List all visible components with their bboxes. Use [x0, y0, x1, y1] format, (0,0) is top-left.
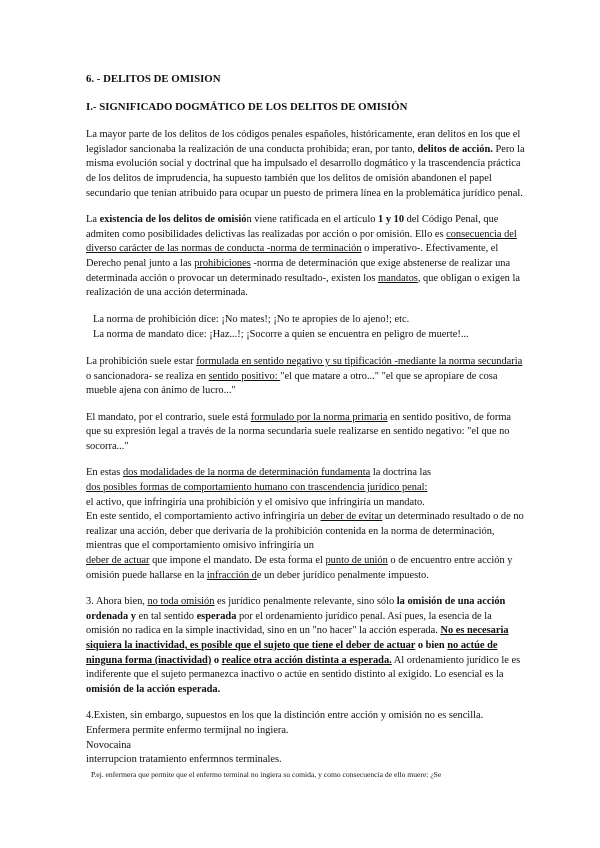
p6-bold-k: o: [211, 654, 222, 666]
p5-text-l: o de encuentro entre acción y omisión puede hallarse en la: [86, 555, 513, 581]
p6-bold-underline-j: no actúe de ninguna forma (inactividad): [86, 640, 498, 666]
p6-bold-underline-l: realice otra acción distinta a esperada.: [221, 654, 392, 666]
p7-line-2: Enfermera permite enfermo termijnal no ingiera.: [86, 724, 289, 736]
p5-text-h: un determinado resultado o de no realizar una acción, deber que derivaría de la prohibición contenida en la norma de determinación, mientras que el comportamiento omisivo infringiría un: [86, 511, 524, 552]
p2-text-g: o imperativo-. Efectivamente, el Derecho penal junto a las: [86, 243, 499, 269]
p5-underline-k: punto de unión: [325, 555, 388, 567]
p5-underline-d: dos posibles formas de comportamiento humano con trascendencia jurídico penal:: [86, 482, 428, 494]
p5-text-f: En este sentido, el comportamiento activo infringiría un: [86, 511, 321, 523]
p3-text-a: La prohibición suele estar: [86, 355, 197, 367]
p5-text-j: que impone el mandato. De esta forma el: [149, 555, 326, 567]
paragraph-2: [86, 213, 526, 301]
subsection-title: I.- SIGNIFICADO DOGMÁTICO DE LOS DELITOS DE OMISIÓN: [86, 100, 408, 113]
p5-text-c: la doctrina las: [370, 467, 432, 479]
p6-text-a: 3. Ahora bien,: [86, 596, 148, 608]
p2-text-k: , que obligan o exigen la realización de una acción determinada.: [86, 272, 520, 299]
p5-text-e: el activo, que infringiría una prohibición y el omisivo que infringiría un mandato.: [86, 496, 425, 508]
footnote: P.ej. enfermera que permite que el enfermo terminal no ingiera su comida, y como consecuencia de ello muere: ¿Se: [91, 769, 442, 779]
p5-text-a: En estas: [86, 467, 123, 479]
p4-text-c: en sentido positivo, de forma que su expresión legal a través de la norma secundaria suele realizarse en sentido negativo: "el que no socorra...": [86, 411, 512, 452]
paragraph-1: [86, 128, 526, 201]
p6-text-e: en tal sentido: [135, 610, 197, 622]
p7-line-1: 4.Existen, sin embargo, supuestos en los que la distinción entre acción y omisión no es sencilla.: [86, 710, 484, 722]
p6-underline-b: no toda omisión: [147, 596, 215, 608]
p3-text-e: "el que matare a otro..." "el que se apropiare de cosa mueble ajena con ánimo de lucro...": [86, 370, 498, 397]
p3-text-c: o sancionadora- se realiza en: [86, 370, 209, 382]
p1-bold: delitos de acción.: [417, 143, 493, 155]
p5-underline-b: dos modalidades de la norma de determinación fundamenta: [122, 467, 371, 479]
paragraph-6: [86, 595, 526, 697]
p6-bold-i: o bien: [415, 640, 448, 651]
p4-text-a: El mandato, por el contrario, suele está: [86, 411, 251, 423]
p6-bold-f: esperada: [196, 610, 237, 622]
p6-text-g: por el ordenamiento jurídico penal. Así pues, la esencia de la omisión no radica en la simple inactividad, sino en un "no hacer" la acción esperada.: [86, 610, 492, 637]
p6-text-m: Al ordenamiento jurídico le es indiferente que el sujeto permanezca inactivo o actúe en sentido distinto al exigido. Lo esencial es la: [86, 654, 521, 681]
p3-underline-d: sentido positivo:: [208, 370, 281, 382]
p5-underline-g: deber de evitar: [320, 511, 383, 523]
paragraph-3: [86, 355, 526, 399]
p2-underline-f: consecuencia del diverso carácter de las normas de conducta -norma de terminación: [86, 228, 517, 255]
section-title: 6. - DELITOS DE OMISION: [86, 73, 221, 85]
p2-text-a: La: [86, 214, 100, 226]
paragraph-4: [86, 411, 526, 455]
document-page: [86, 72, 526, 780]
p2-text-c: n viene ratificada en el artículo: [246, 214, 379, 226]
p5-underline-i: deber de actuar: [86, 555, 150, 567]
p6-bold-underline-h: No es necesaria siquiera la inactividad, es posible que el sujeto que tiene el deber de actuar: [86, 625, 509, 651]
p1-text-a: La mayor parte de los delitos de los códigos penales españoles, históricamente, eran delitos en los que el legislador sancionaba la realización de una conducta prohibida; eran, por tanto,: [86, 129, 521, 155]
p7-line-4: interrupcion tratamiento enfermnos terminales.: [86, 754, 282, 766]
quote-mandate: La norma de mandato dice: ¡Haz...!; ¡Socorre a quien se encuentra en peligro de muerte!...: [93, 329, 469, 341]
p2-bold-b: existencia de los delitos de omisió: [99, 214, 247, 226]
p6-text-c: es jurídico penalmente relevante, sino sólo: [214, 596, 397, 608]
p3-underline-b: formulada en sentido negativo y su tipificación -mediante la norma secundaria: [196, 355, 523, 367]
p6-bold-n: omisión de la acción esperada.: [86, 683, 221, 695]
p7-line-3: Novocaina: [86, 739, 132, 751]
p2-bold-d: 1 y 10: [378, 214, 405, 226]
p4-underline-b: formulado por la norma primaria: [250, 411, 388, 423]
p5-underline-m: infracción d: [206, 569, 257, 581]
p2-underline-j: mandatos: [378, 272, 418, 284]
paragraph-7: [86, 709, 526, 767]
quote-prohibition: La norma de prohibición dice: ¡No mates!; ¡No te apropies de lo ajeno!; etc.: [93, 313, 410, 325]
p2-text-i: -norma de determinación que exige abstenerse de realizar una determinada acción o provocar un determinado resultado-, existen los: [86, 257, 511, 284]
norm-examples: [86, 313, 526, 343]
p5-text-n: e un deber jurídico penalmente impuesto.: [256, 569, 429, 581]
p2-text-e: del Código Penal, que admiten como posibilidades delictivas las realizadas por acción o por omisión. Ello es: [86, 214, 499, 240]
paragraph-5: [86, 466, 526, 583]
p1-text-c: Pero la misma evolución social y doctrinal que ha impulsado el desarrollo dogmático y la trascendencia práctica de los delitos de imprudencia, ha supuesto también que los delitos de omisión abandonen el papel secundario que tenían atribuido para ocupar un puesto de primera línea en la problemática jurídico penal.: [86, 143, 525, 199]
p2-underline-h: prohibiciones: [194, 257, 251, 269]
p6-bold-d: la omisión de una acción ordenada y: [86, 596, 506, 622]
